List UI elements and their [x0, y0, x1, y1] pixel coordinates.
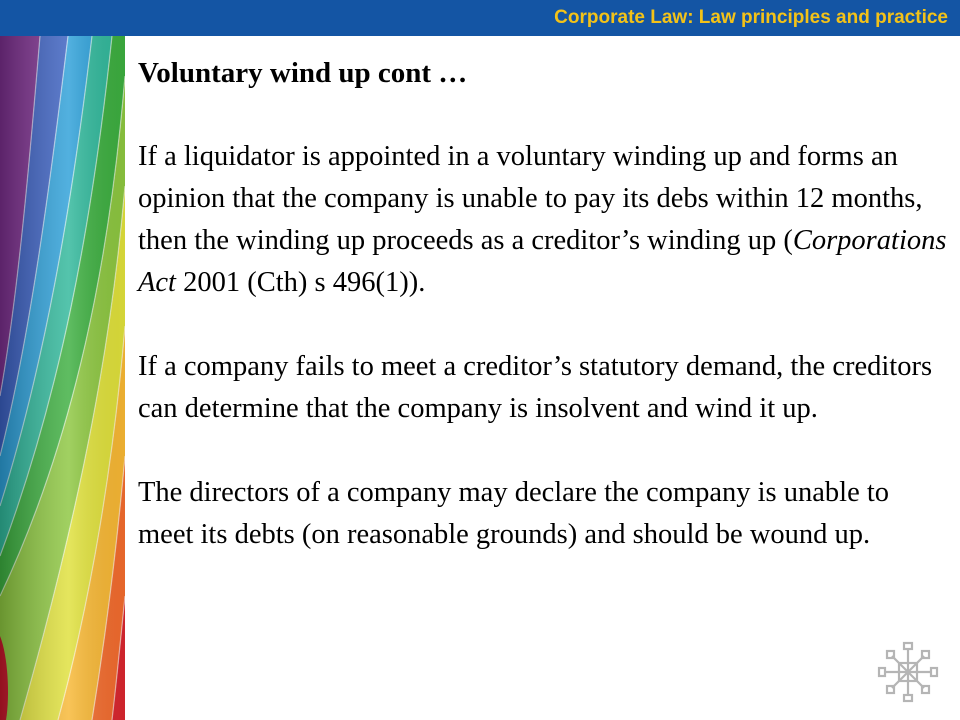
slide-content: [138, 52, 948, 556]
paragraph-directors: The directors of a company may declare the company is unable to meet its debts (on reasonable grounds) and should be wound up.: [138, 477, 890, 550]
rainbow-paper-curls-decoration: [0, 36, 125, 720]
paragraph-liquidator-citation: 2001 (Cth) s 496(1)).: [175, 267, 426, 298]
slide-title: Voluntary wind up cont …: [138, 57, 468, 89]
paragraph-liquidator: [138, 136, 948, 304]
network-node-icon: [876, 640, 940, 704]
course-title: Corporate Law: Law principles and practice: [554, 7, 948, 28]
act-name: Corporations Act: [138, 225, 947, 298]
header-bar: [0, 0, 960, 36]
paragraph-statutory-demand: If a company fails to meet a creditor’s statutory demand, the creditors can determine that the company is insolvent and wind it up.: [138, 351, 933, 424]
paragraph-liquidator-text: If a liquidator is appointed in a voluntary winding up and forms an opinion that the company is unable to pay its debs within 12 months, then the winding up proceeds as a creditor’s winding up (: [138, 141, 923, 256]
